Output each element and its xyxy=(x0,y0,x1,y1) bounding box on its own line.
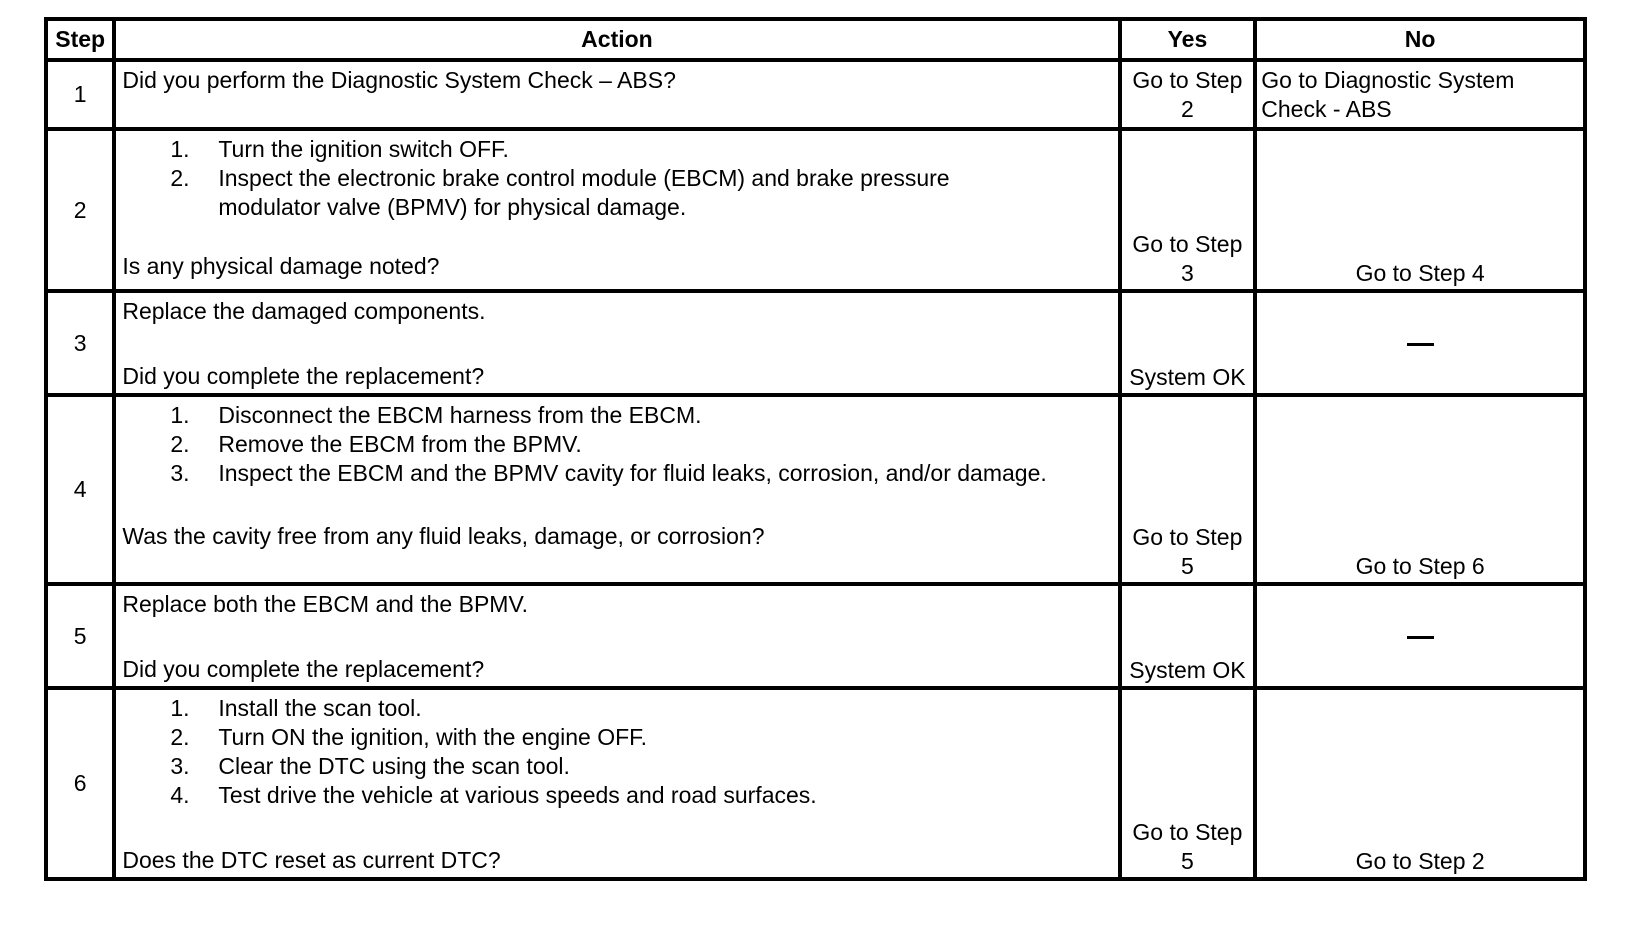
action-steps xyxy=(122,135,1111,222)
action-question: Was the cavity free from any fluid leaks, damage, or corrosion? xyxy=(122,523,765,549)
step-item-number: 1. xyxy=(170,136,190,162)
no-outcome: Go to Diagnostic System Check - ABS xyxy=(1255,60,1585,129)
action-cell xyxy=(114,129,1119,291)
action-question: Did you complete the replacement? xyxy=(122,656,485,682)
action-question: Did you complete the replacement? xyxy=(122,363,485,389)
step-item-number: 1. xyxy=(170,695,190,721)
header-yes: Yes xyxy=(1120,19,1256,60)
yes-outcome: Go to Step 2 xyxy=(1120,60,1256,129)
action-question: Is any physical damage noted? xyxy=(122,253,440,279)
step-number: 5 xyxy=(46,584,114,688)
table-row xyxy=(46,584,1585,688)
dash-mark xyxy=(1407,636,1434,639)
no-outcome xyxy=(1255,291,1585,395)
step-item-number: 3. xyxy=(170,753,190,779)
table-header-row xyxy=(46,19,1585,60)
table-row xyxy=(46,291,1585,395)
step-item-text: Inspect the EBCM and the BPMV cavity for fluid leaks, corrosion, and/or damage. xyxy=(218,460,1047,486)
step-item-text: Install the scan tool. xyxy=(218,695,422,721)
no-outcome xyxy=(1255,584,1585,688)
step-number: 2 xyxy=(46,129,114,291)
header-no: No xyxy=(1255,19,1585,60)
action-step xyxy=(170,459,1111,488)
yes-outcome: Go to Step 5 xyxy=(1120,395,1256,584)
action-cell xyxy=(114,688,1119,879)
action-step xyxy=(170,694,1111,723)
action-step xyxy=(170,752,1111,781)
action-cell xyxy=(114,584,1119,688)
yes-outcome: Go to Step 3 xyxy=(1120,129,1256,291)
action-step xyxy=(170,781,1111,810)
step-item-number: 1. xyxy=(170,402,190,428)
step-item-number: 3. xyxy=(170,460,190,486)
step-item-text: Remove the EBCM from the BPMV. xyxy=(218,431,582,457)
action-text: Replace both the EBCM and the BPMV. xyxy=(122,591,529,617)
step-item-number: 4. xyxy=(170,782,190,808)
step-number: 3 xyxy=(46,291,114,395)
yes-outcome: Go to Step 5 xyxy=(1120,688,1256,879)
action-step xyxy=(170,401,1111,430)
no-outcome: Go to Step 4 xyxy=(1255,129,1585,291)
action-cell xyxy=(114,395,1119,584)
action-text: Did you perform the Diagnostic System Check – ABS? xyxy=(122,67,676,93)
action-step xyxy=(170,164,1111,222)
table-row xyxy=(46,129,1585,291)
step-item-text: Clear the DTC using the scan tool. xyxy=(218,753,570,779)
action-steps xyxy=(122,694,1111,810)
action-question: Does the DTC reset as current DTC? xyxy=(122,847,501,873)
step-item-text: Disconnect the EBCM harness from the EBCM. xyxy=(218,402,702,428)
yes-outcome: System OK xyxy=(1120,291,1256,395)
table-row xyxy=(46,395,1585,584)
action-text: Replace the damaged components. xyxy=(122,298,486,324)
header-action: Action xyxy=(114,19,1119,60)
diagnostic-table xyxy=(44,17,1587,881)
step-item-text: Inspect the electronic brake control module (EBCM) and brake pressure modulator valve (BPMV) for physical damage. xyxy=(218,165,950,220)
yes-outcome: System OK xyxy=(1120,584,1256,688)
no-outcome: Go to Step 2 xyxy=(1255,688,1585,879)
step-item-number: 2. xyxy=(170,431,190,457)
action-step xyxy=(170,430,1111,459)
step-number: 6 xyxy=(46,688,114,879)
action-steps xyxy=(122,401,1111,488)
dash-mark xyxy=(1407,343,1434,346)
step-item-text: Test drive the vehicle at various speeds and road surfaces. xyxy=(218,782,817,808)
no-outcome: Go to Step 6 xyxy=(1255,395,1585,584)
table-row xyxy=(46,688,1585,879)
step-number: 4 xyxy=(46,395,114,584)
table-row xyxy=(46,60,1585,129)
step-item-text: Turn ON the ignition, with the engine OFF. xyxy=(218,724,648,750)
step-number: 1 xyxy=(46,60,114,129)
step-item-text: Turn the ignition switch OFF. xyxy=(218,136,509,162)
header-step: Step xyxy=(46,19,114,60)
action-cell xyxy=(114,291,1119,395)
action-step xyxy=(170,723,1111,752)
action-cell xyxy=(114,60,1119,129)
step-item-number: 2. xyxy=(170,724,190,750)
action-step xyxy=(170,135,1111,164)
step-item-number: 2. xyxy=(170,165,190,191)
